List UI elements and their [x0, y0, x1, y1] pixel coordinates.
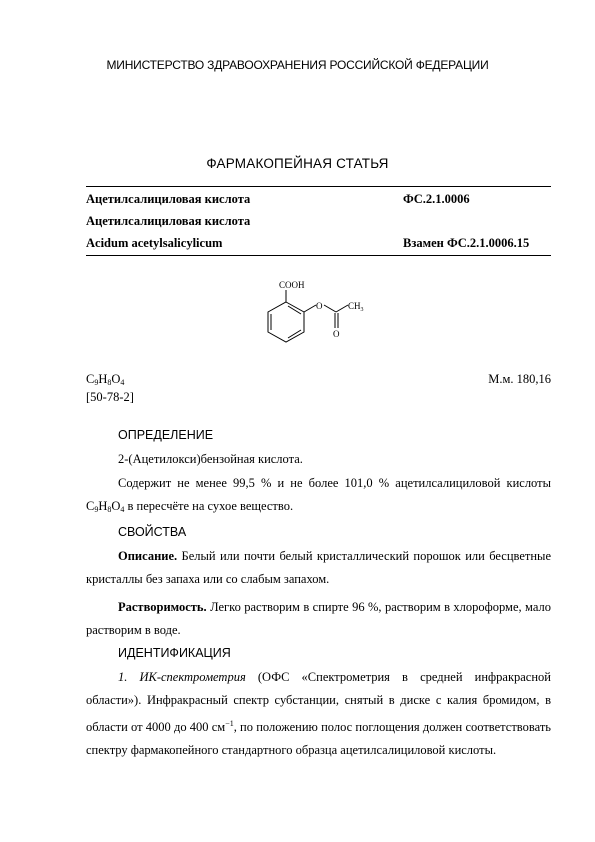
divider-top [86, 186, 551, 187]
chemical-name: 2-(Ацетилокси)бензойная кислота. [118, 452, 303, 466]
name-latin: Acidum acetylsalicylicum [86, 236, 223, 250]
name-russian-1: Ацетилсалициловая кислота [86, 192, 251, 206]
ether-oxygen-label: O [316, 301, 323, 311]
cas-number: [50-78-2] [86, 390, 134, 404]
replaces-code: Взамен ФС.2.1.0006.15 [403, 236, 530, 250]
molecular-weight: М.м. 180,16 [488, 372, 551, 386]
article-code: ФС.2.1.0006 [403, 192, 470, 206]
description-paragraph: Описание. Белый или почти белый кристаллический порошок или бесцветные кристаллы без запаха или со слабым запахом. [86, 549, 551, 586]
ministry-header: МИНИСТЕРСТВО ЗДРАВООХРАНЕНИЯ РОССИЙСКОЙ ФЕДЕРАЦИИ [106, 58, 489, 72]
molecular-formula: $C_9H_8O_4$ [86, 372, 125, 387]
divider-bottom [86, 255, 551, 256]
ir-spectrometry-paragraph: 1. ИК-спектрометрия (ОФС «Спектрометрия в средней инфракрасной области»). Инфракрасный спектр субстанции, снятый в диске с калия бромидом, в области от 4000 до 400 $см^{-1}$, по положению полос поглощения должен соответствовать спектру фармакопейного стандартного образца ацетилсалициловой кислоты. [86, 670, 552, 757]
cooh-label: COOH [279, 280, 305, 290]
content-paragraph: Содержит не менее 99,5 % и не более 101,0 % ацетилсалициловой кислоты $C_9H_8O_4$ в пересчёте на сухое вещество. [86, 476, 551, 514]
section-properties-heading: СВОЙСТВА [118, 525, 187, 539]
benzene-ring [268, 302, 304, 342]
carbonyl-oxygen-label: O [333, 329, 340, 339]
document-title: ФАРМАКОПЕЙНАЯ СТАТЬЯ [206, 156, 389, 171]
name-russian-2: Ацетилсалициловая кислота [86, 214, 251, 228]
solubility-paragraph: Растворимость. Легко растворим в спирте 96 %, растворим в хлороформе, мало растворим в воде. [86, 600, 551, 637]
structural-formula [256, 278, 376, 360]
section-identification-heading: ИДЕНТИФИКАЦИЯ [118, 646, 231, 660]
methyl-label: $CH_3$ [348, 301, 364, 313]
section-definition-heading: ОПРЕДЕЛЕНИЕ [118, 428, 214, 442]
